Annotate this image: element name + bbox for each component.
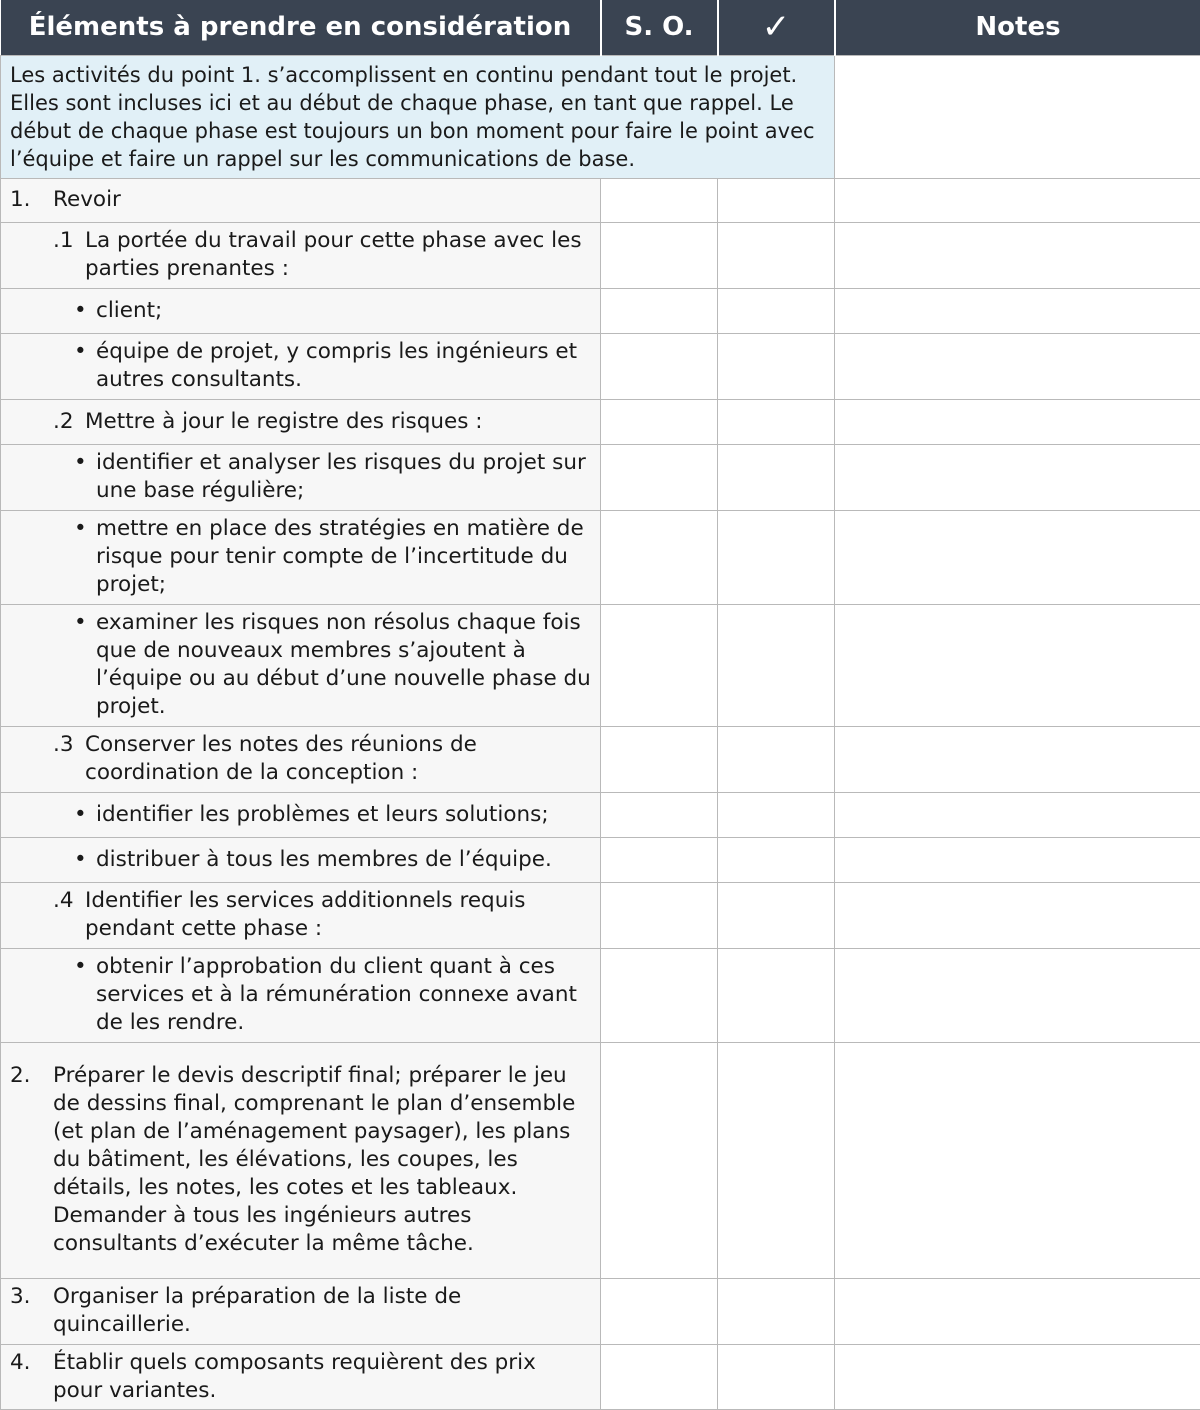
table-row bbox=[1, 444, 1200, 510]
table-row bbox=[1, 882, 1200, 948]
intro-row bbox=[1, 55, 1200, 178]
na-cell[interactable] bbox=[601, 604, 718, 726]
notes-cell[interactable] bbox=[835, 222, 1200, 288]
bullet: • bbox=[74, 801, 96, 829]
item-number: 2. bbox=[10, 1062, 53, 1258]
notes-cell[interactable] bbox=[835, 1042, 1200, 1278]
item-number: .3 bbox=[53, 731, 85, 787]
check-cell[interactable] bbox=[718, 1344, 835, 1409]
check-cell[interactable] bbox=[718, 333, 835, 399]
notes-cell[interactable] bbox=[835, 444, 1200, 510]
na-cell[interactable] bbox=[601, 1344, 718, 1409]
notes-cell[interactable] bbox=[835, 510, 1200, 604]
table-row bbox=[1, 333, 1200, 399]
notes-cell[interactable] bbox=[835, 604, 1200, 726]
item-cell bbox=[1, 333, 601, 399]
bullet: • bbox=[74, 953, 96, 1037]
header-elements: Éléments à prendre en considération bbox=[1, 0, 601, 55]
item-number: .1 bbox=[53, 227, 85, 283]
notes-cell[interactable] bbox=[835, 792, 1200, 837]
notes-cell[interactable] bbox=[835, 1344, 1200, 1409]
na-cell[interactable] bbox=[601, 948, 718, 1042]
item-text: client; bbox=[96, 297, 591, 325]
table-row bbox=[1, 604, 1200, 726]
na-cell[interactable] bbox=[601, 882, 718, 948]
item-text: équipe de projet, y compris les ingénieurs et autres consultants. bbox=[96, 338, 591, 394]
check-cell[interactable] bbox=[718, 837, 835, 882]
na-cell[interactable] bbox=[601, 444, 718, 510]
item-cell bbox=[1, 510, 601, 604]
check-cell[interactable] bbox=[718, 882, 835, 948]
header-notes: Notes bbox=[835, 0, 1200, 55]
notes-cell[interactable] bbox=[835, 399, 1200, 444]
notes-cell[interactable] bbox=[835, 333, 1200, 399]
item-number: .2 bbox=[53, 408, 85, 436]
item-cell bbox=[1, 288, 601, 333]
table-row bbox=[1, 222, 1200, 288]
check-cell[interactable] bbox=[718, 1042, 835, 1278]
table-row bbox=[1, 1042, 1200, 1278]
na-cell[interactable] bbox=[601, 726, 718, 792]
bullet: • bbox=[74, 297, 96, 325]
bullet: • bbox=[74, 609, 96, 721]
item-text: La portée du travail pour cette phase avec les parties prenantes : bbox=[85, 227, 591, 283]
table-row bbox=[1, 792, 1200, 837]
table-row bbox=[1, 510, 1200, 604]
notes-cell[interactable] bbox=[835, 726, 1200, 792]
na-cell[interactable] bbox=[601, 333, 718, 399]
intro-text: Les activités du point 1. s’accomplissent en continu pendant tout le projet. Elles sont incluses ici et au début de chaque phase, en tant que rappel. Le début de chaque phase est toujours un bon moment pour faire le point avec l’équipe et faire un rappel sur les communications de base. bbox=[1, 55, 835, 178]
item-text: examiner les risques non résolus chaque fois que de nouveaux membres s’ajoutent à l’équipe ou au début d’une nouvelle phase du projet. bbox=[96, 609, 591, 721]
item-cell bbox=[1, 792, 601, 837]
item-text: obtenir l’approbation du client quant à ces services et à la rémunération connexe avant de les rendre. bbox=[96, 953, 591, 1037]
item-cell bbox=[1, 948, 601, 1042]
table-row bbox=[1, 1344, 1200, 1409]
item-text: Établir quels composants requièrent des prix pour variantes. bbox=[53, 1349, 591, 1405]
na-cell[interactable] bbox=[601, 1042, 718, 1278]
table-row bbox=[1, 837, 1200, 882]
item-text: Revoir bbox=[53, 186, 591, 214]
na-cell[interactable] bbox=[601, 510, 718, 604]
notes-cell[interactable] bbox=[835, 882, 1200, 948]
bullet: • bbox=[74, 846, 96, 874]
item-text: mettre en place des stratégies en matière de risque pour tenir compte de l’incertitude du projet; bbox=[96, 515, 591, 599]
check-cell[interactable] bbox=[718, 948, 835, 1042]
item-cell bbox=[1, 1344, 601, 1409]
item-number: 3. bbox=[10, 1283, 53, 1339]
check-cell[interactable] bbox=[718, 726, 835, 792]
na-cell[interactable] bbox=[601, 178, 718, 222]
na-cell[interactable] bbox=[601, 222, 718, 288]
checkmark-icon: ✓ bbox=[762, 10, 791, 44]
check-cell[interactable] bbox=[718, 792, 835, 837]
na-cell[interactable] bbox=[601, 1278, 718, 1344]
item-text: Conserver les notes des réunions de coordination de la conception : bbox=[85, 731, 591, 787]
item-cell bbox=[1, 882, 601, 948]
na-cell[interactable] bbox=[601, 837, 718, 882]
notes-cell[interactable] bbox=[835, 837, 1200, 882]
bullet: • bbox=[74, 449, 96, 505]
table-row bbox=[1, 726, 1200, 792]
table-row bbox=[1, 1278, 1200, 1344]
check-cell[interactable] bbox=[718, 604, 835, 726]
check-cell[interactable] bbox=[718, 222, 835, 288]
header-na: S. O. bbox=[601, 0, 718, 55]
header-row bbox=[1, 0, 1200, 55]
check-cell[interactable] bbox=[718, 1278, 835, 1344]
item-cell bbox=[1, 1278, 601, 1344]
item-text: identifier et analyser les risques du projet sur une base régulière; bbox=[96, 449, 591, 505]
item-cell bbox=[1, 726, 601, 792]
table-row bbox=[1, 178, 1200, 222]
item-cell bbox=[1, 399, 601, 444]
na-cell[interactable] bbox=[601, 792, 718, 837]
item-number: 4. bbox=[10, 1349, 53, 1405]
notes-cell[interactable] bbox=[835, 948, 1200, 1042]
header-check bbox=[718, 0, 835, 55]
notes-cell[interactable] bbox=[835, 55, 1200, 178]
bullet: • bbox=[74, 338, 96, 394]
item-text: Mettre à jour le registre des risques : bbox=[85, 408, 591, 436]
item-cell bbox=[1, 604, 601, 726]
notes-cell[interactable] bbox=[835, 288, 1200, 333]
table-row bbox=[1, 399, 1200, 444]
item-cell bbox=[1, 222, 601, 288]
notes-cell[interactable] bbox=[835, 1278, 1200, 1344]
item-number: .4 bbox=[53, 887, 85, 943]
table-row bbox=[1, 288, 1200, 333]
table-row bbox=[1, 948, 1200, 1042]
na-cell[interactable] bbox=[601, 399, 718, 444]
item-cell bbox=[1, 837, 601, 882]
item-number: 1. bbox=[10, 186, 53, 214]
item-text: Organiser la préparation de la liste de quincaillerie. bbox=[53, 1283, 591, 1339]
na-cell[interactable] bbox=[601, 288, 718, 333]
notes-cell[interactable] bbox=[835, 178, 1200, 222]
check-cell[interactable] bbox=[718, 288, 835, 333]
check-cell[interactable] bbox=[718, 510, 835, 604]
item-cell bbox=[1, 1042, 601, 1278]
item-text: Préparer le devis descriptif final; préparer le jeu de dessins final, comprenant le plan d’ensemble (et plan de l’aménagement paysager), les plans du bâtiment, les élévations, les coupes, les détails, les notes, les cotes et les tableaux. Demander à tous les ingénieurs autres consultants d’exécuter la même tâche. bbox=[53, 1062, 591, 1258]
bullet: • bbox=[74, 515, 96, 599]
item-text: distribuer à tous les membres de l’équipe. bbox=[96, 846, 591, 874]
item-cell bbox=[1, 178, 601, 222]
item-text: Identifier les services additionnels requis pendant cette phase : bbox=[85, 887, 591, 943]
check-cell[interactable] bbox=[718, 444, 835, 510]
check-cell[interactable] bbox=[718, 399, 835, 444]
item-text: identifier les problèmes et leurs solutions; bbox=[96, 801, 591, 829]
check-cell[interactable] bbox=[718, 178, 835, 222]
item-cell bbox=[1, 444, 601, 510]
